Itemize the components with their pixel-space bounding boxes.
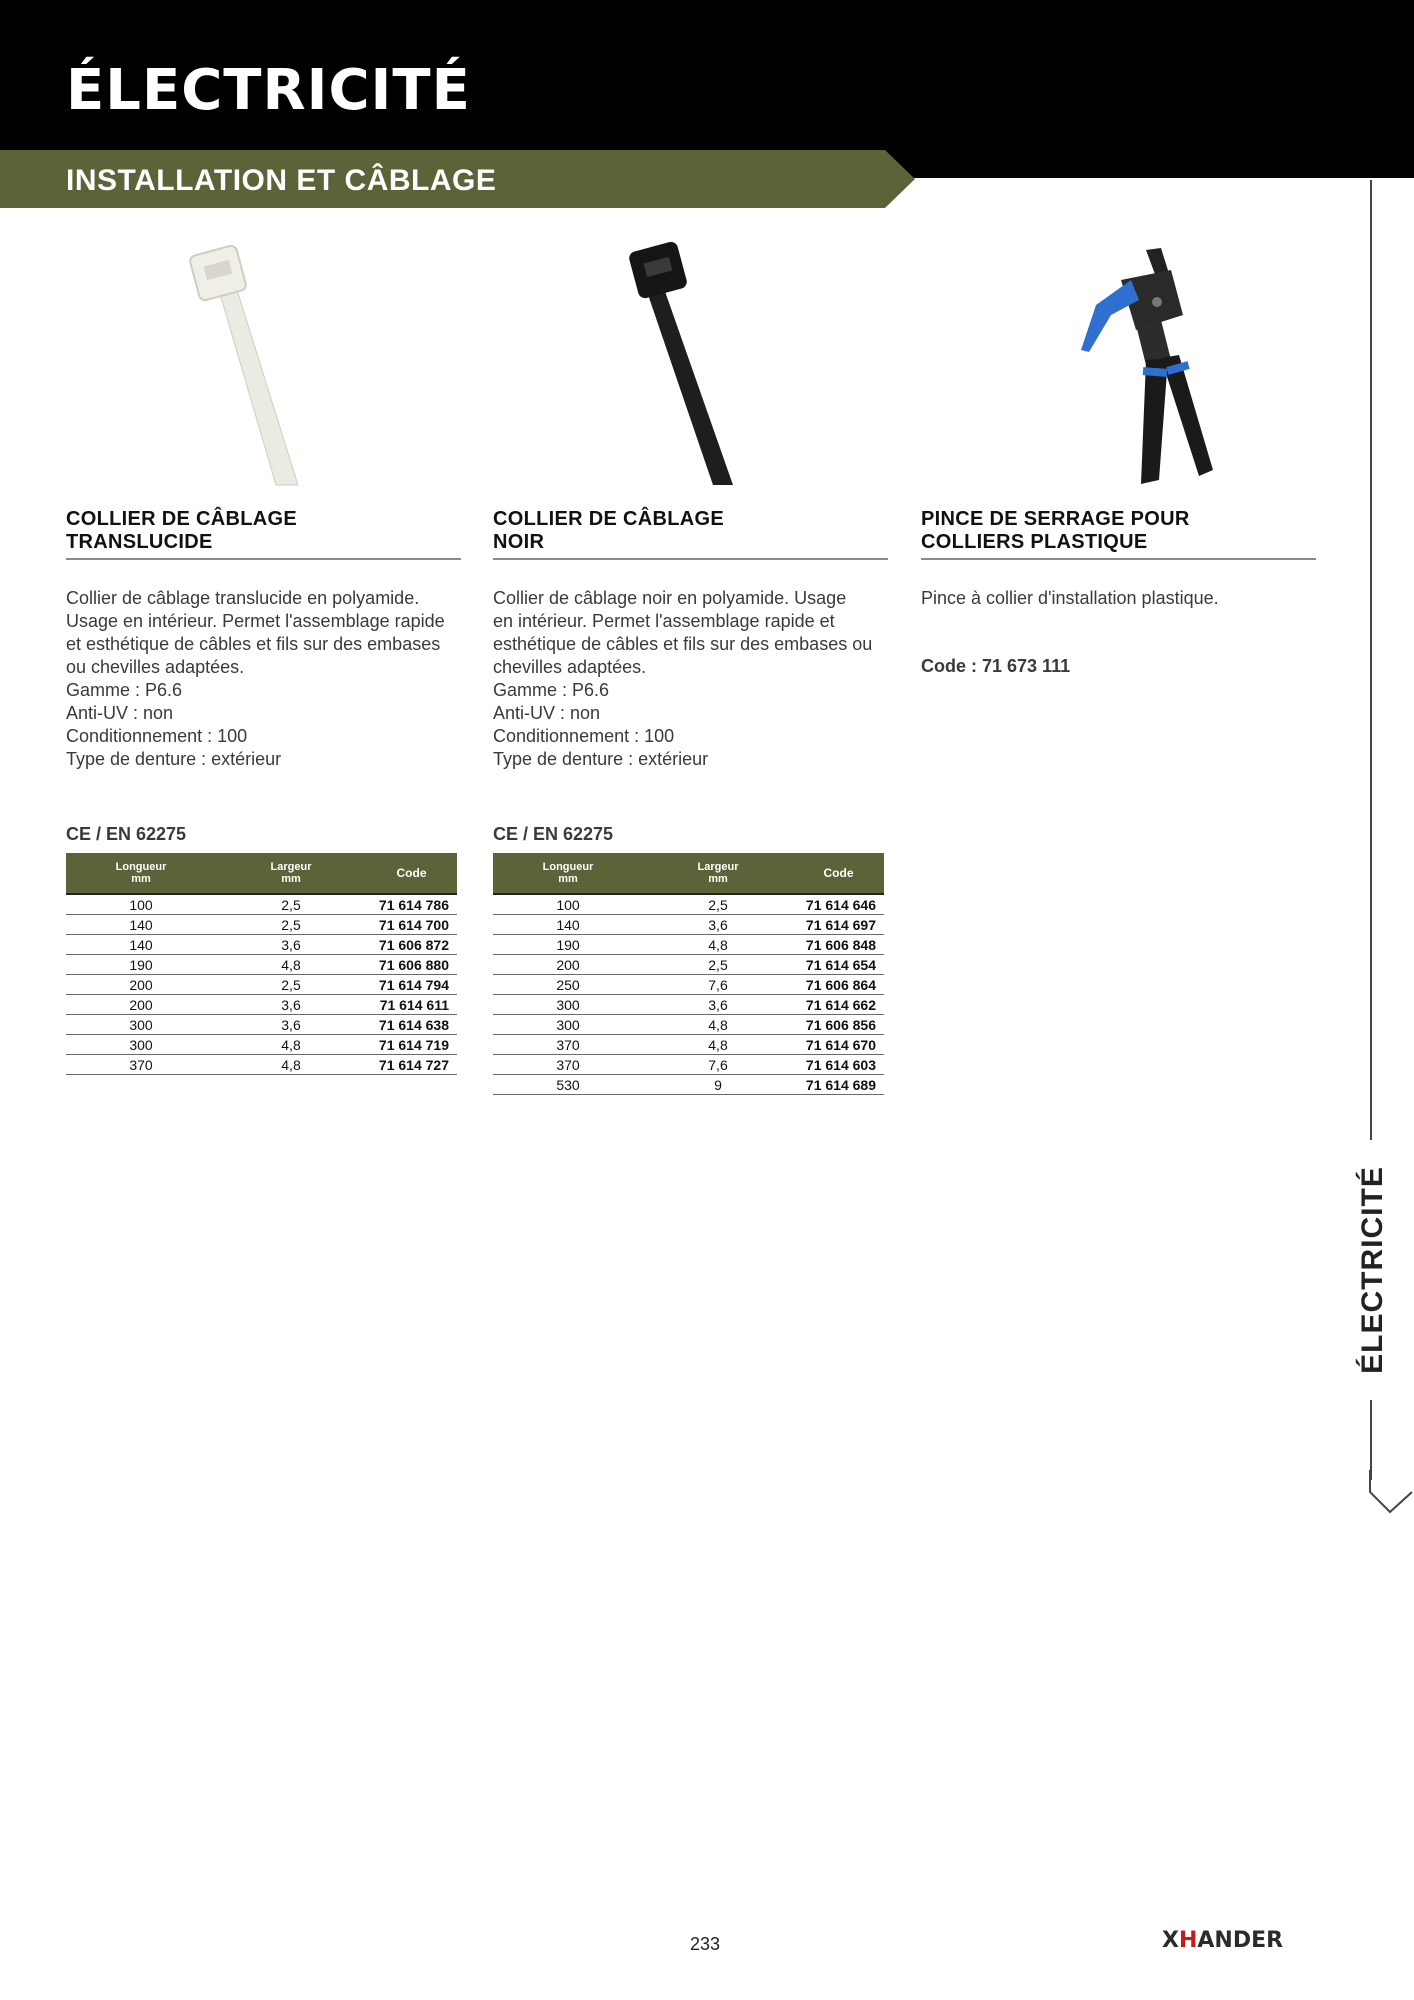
cable-tie-black-image	[493, 240, 888, 490]
length-cell: 140	[66, 935, 216, 955]
width-cell: 2,5	[643, 955, 793, 975]
width-cell: 4,8	[643, 1015, 793, 1035]
table-row	[493, 1075, 884, 1095]
table-row	[493, 995, 884, 1015]
length-cell: 100	[66, 894, 216, 915]
column-header-length: Longueur mm	[66, 853, 216, 894]
product-title: COLLIER DE CÂBLAGE NOIR	[493, 508, 888, 560]
code-cell: 71 614 786	[366, 894, 457, 915]
column-header-width: Largeur mm	[216, 853, 366, 894]
width-cell: 4,8	[216, 955, 366, 975]
table-row	[493, 975, 884, 995]
product-description: Pince à collier d'installation plastique.	[921, 588, 1219, 608]
length-cell: 200	[66, 995, 216, 1015]
table-row	[493, 935, 884, 955]
code-cell: 71 614 700	[366, 915, 457, 935]
code-cell: 71 614 727	[366, 1055, 457, 1075]
length-cell: 530	[493, 1075, 643, 1095]
code-cell: 71 606 856	[793, 1015, 884, 1035]
table-row	[66, 955, 457, 975]
table-row	[66, 1015, 457, 1035]
table-row	[493, 915, 884, 935]
code-cell: 71 614 646	[793, 894, 884, 915]
table-row	[66, 935, 457, 955]
length-cell: 370	[66, 1055, 216, 1075]
table-row	[66, 915, 457, 935]
width-cell: 7,6	[643, 1055, 793, 1075]
code-cell: 71 614 662	[793, 995, 884, 1015]
code-cell: 71 614 638	[366, 1015, 457, 1035]
code-cell: 71 614 689	[793, 1075, 884, 1095]
width-cell: 3,6	[216, 1015, 366, 1035]
table-row	[66, 975, 457, 995]
length-cell: 370	[493, 1055, 643, 1075]
length-cell: 140	[66, 915, 216, 935]
length-cell: 190	[66, 955, 216, 975]
width-cell: 3,6	[216, 995, 366, 1015]
table-row	[66, 995, 457, 1015]
side-tab-label: ÉLECTRICITÉ	[1356, 1166, 1389, 1374]
side-divider	[1370, 1400, 1372, 1480]
product-title: PINCE DE SERRAGE POUR COLLIERS PLASTIQUE	[921, 508, 1316, 560]
length-cell: 300	[66, 1015, 216, 1035]
column-header-width: Largeur mm	[643, 853, 793, 894]
code-cell: 71 614 794	[366, 975, 457, 995]
width-cell: 4,8	[643, 1035, 793, 1055]
code-cell: 71 614 697	[793, 915, 884, 935]
width-cell: 2,5	[216, 975, 366, 995]
width-cell: 3,6	[216, 935, 366, 955]
width-cell: 4,8	[216, 1035, 366, 1055]
length-cell: 370	[493, 1035, 643, 1055]
width-cell: 3,6	[643, 915, 793, 935]
length-cell: 300	[493, 1015, 643, 1035]
length-cell: 300	[493, 995, 643, 1015]
spec-table	[493, 853, 884, 1095]
chevron-down-icon	[1368, 1470, 1414, 1520]
length-cell: 140	[493, 915, 643, 935]
width-cell: 2,5	[216, 915, 366, 935]
code-cell: 71 606 880	[366, 955, 457, 975]
cable-tie-tool-image	[921, 240, 1316, 490]
product-title: COLLIER DE CÂBLAGE TRANSLUCIDE	[66, 508, 461, 560]
table-row	[66, 894, 457, 915]
column-header-code: Code	[793, 853, 884, 894]
table-row	[493, 955, 884, 975]
length-cell: 100	[493, 894, 643, 915]
width-cell: 9	[643, 1075, 793, 1095]
product-description: Collier de câblage translucide en polyamide. Usage en intérieur. Permet l'assemblage rapide et esthétique de câbles et fils sur des embases ou chevilles adaptées. Gamme : P6.6 Anti-UV : non Conditionnement : 100 Type de denture : extérieur	[66, 588, 445, 769]
length-cell: 300	[66, 1035, 216, 1055]
code-cell: 71 606 872	[366, 935, 457, 955]
section-title: INSTALLATION ET CÂBLAGE	[66, 164, 497, 197]
norm-label: CE / EN 62275	[493, 824, 614, 844]
width-cell: 4,8	[643, 935, 793, 955]
page-number: 233	[690, 1934, 721, 1954]
width-cell: 4,8	[216, 1055, 366, 1075]
table-row	[66, 1055, 457, 1075]
column-header-length: Longueur mm	[493, 853, 643, 894]
table-row	[493, 1035, 884, 1055]
product-card	[493, 240, 888, 490]
norm-label: CE / EN 62275	[66, 824, 187, 844]
length-cell: 190	[493, 935, 643, 955]
code-cell: 71 614 611	[366, 995, 457, 1015]
product-description: Collier de câblage noir en polyamide. Usage en intérieur. Permet l'assemblage rapide et esthétique de câbles et fils sur des embases ou chevilles adaptées. Gamme : P6.6 Anti-UV : non Conditionnement : 100 Type de denture : extérieur	[493, 588, 873, 769]
brand-logo: XHANDER	[1162, 1928, 1284, 1953]
code-cell: 71 614 719	[366, 1035, 457, 1055]
column-header-code: Code	[366, 853, 457, 894]
code-cell: 71 606 864	[793, 975, 884, 995]
table-row	[66, 1035, 457, 1055]
side-divider	[1370, 180, 1372, 1140]
width-cell: 2,5	[216, 894, 366, 915]
page-title: ÉLECTRICITÉ	[66, 58, 471, 123]
length-cell: 200	[493, 955, 643, 975]
spec-table	[66, 853, 457, 1075]
product-code: Code : 71 673 111	[921, 656, 1071, 676]
table-row	[493, 1055, 884, 1075]
product-card	[921, 240, 1316, 490]
table-row	[493, 1015, 884, 1035]
code-cell: 71 614 603	[793, 1055, 884, 1075]
width-cell: 7,6	[643, 975, 793, 995]
product-card	[66, 240, 461, 490]
table-row	[493, 894, 884, 915]
length-cell: 200	[66, 975, 216, 995]
code-cell: 71 614 654	[793, 955, 884, 975]
code-cell: 71 606 848	[793, 935, 884, 955]
cable-tie-translucent-image	[66, 240, 461, 490]
length-cell: 250	[493, 975, 643, 995]
width-cell: 2,5	[643, 894, 793, 915]
code-cell: 71 614 670	[793, 1035, 884, 1055]
width-cell: 3,6	[643, 995, 793, 1015]
